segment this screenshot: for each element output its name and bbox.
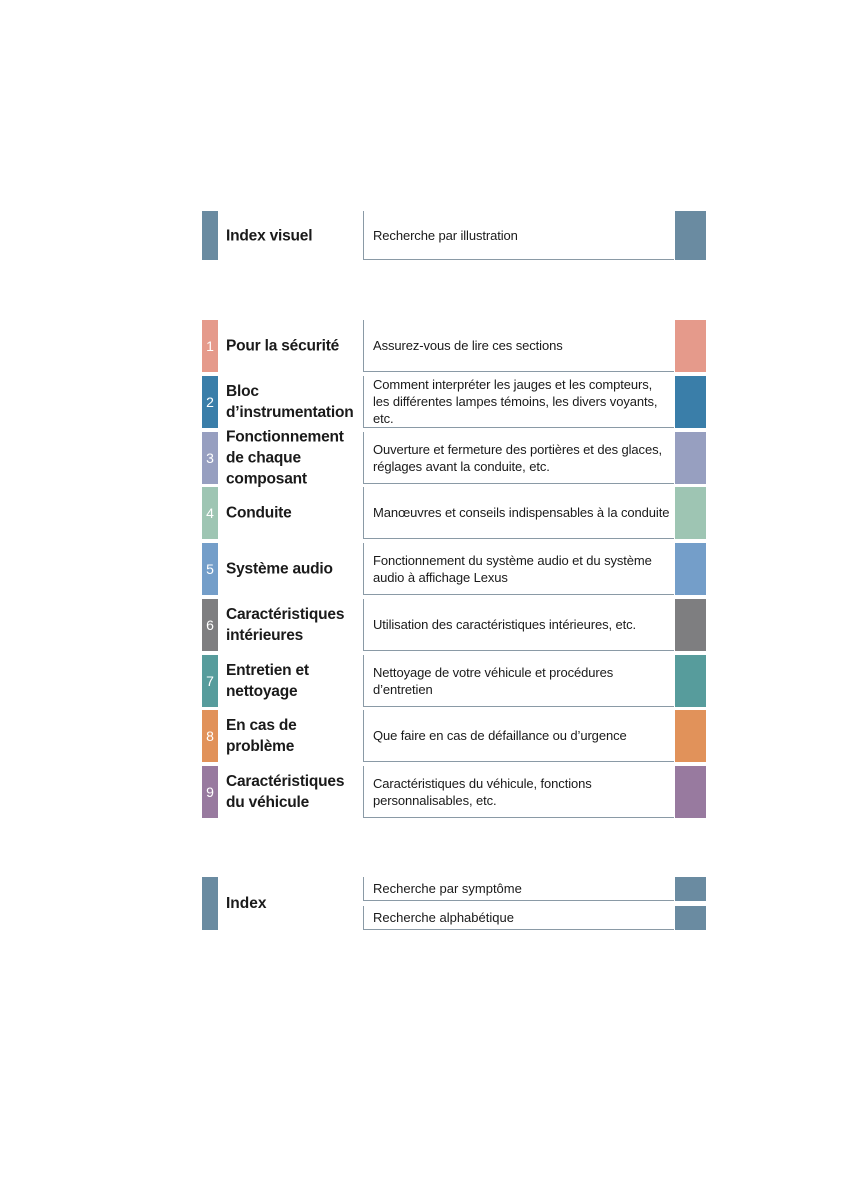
chapter-description[interactable]: Manœuvres et conseils indispensables à la conduite: [363, 487, 674, 539]
chapter-number: 5: [206, 561, 214, 577]
chapter-number: 3: [206, 450, 214, 466]
chapter-right-tab: [675, 710, 706, 762]
chapter-description[interactable]: Nettoyage de votre véhicule et procédures d’entretien: [363, 655, 674, 707]
chapter-right-tab: [675, 766, 706, 818]
chapter-number: 9: [206, 784, 214, 800]
chapter-row[interactable]: [202, 428, 706, 488]
index-tab: [202, 877, 218, 930]
chapter-right-tab: [675, 320, 706, 372]
chapter-description[interactable]: Ouverture et fermeture des portières et des glaces, réglages avant la conduite, etc.: [363, 432, 674, 484]
visual-index-tab: [202, 211, 218, 260]
chapter-number: 7: [206, 673, 214, 689]
index-symptom-search[interactable]: Recherche par symptôme: [363, 877, 674, 901]
chapter-title: Caractéristiques du véhicule: [226, 773, 345, 811]
chapter-row[interactable]: [202, 376, 706, 428]
visual-index-row[interactable]: [202, 211, 706, 260]
index-title: Index: [226, 894, 267, 912]
chapter-title: Système audio: [226, 560, 333, 578]
visual-index-right-tab: [675, 211, 706, 260]
chapter-description[interactable]: Assurez-vous de lire ces sections: [363, 320, 674, 372]
chapter-row[interactable]: [202, 766, 706, 818]
visual-index-description[interactable]: Recherche par illustration: [363, 211, 674, 260]
chapter-row[interactable]: [202, 543, 706, 595]
chapter-right-tab: [675, 432, 706, 484]
chapter-description[interactable]: Que faire en cas de défaillance ou d’urgence: [363, 710, 674, 762]
index-alphabetical-search[interactable]: Recherche alphabétique: [363, 906, 674, 930]
chapter-row[interactable]: [202, 487, 706, 539]
chapter-description[interactable]: Caractéristiques du véhicule, fonctions personnalisables, etc.: [363, 766, 674, 818]
index-alphabetical-right-tab: [675, 906, 706, 930]
chapter-number: 1: [206, 338, 214, 354]
chapter-description[interactable]: Comment interpréter les jauges et les compteurs, les différentes lampes témoins, les divers voyants, etc.: [363, 376, 674, 428]
chapter-description[interactable]: Utilisation des caractéristiques intérieures, etc.: [363, 599, 674, 651]
chapter-description[interactable]: Fonctionnement du système audio et du système audio à affichage Lexus: [363, 543, 674, 595]
chapter-number: 4: [206, 505, 214, 521]
chapter-title: Conduite: [226, 504, 292, 522]
chapter-number: 8: [206, 728, 214, 744]
chapter-title: Bloc d’instrumentation: [226, 383, 354, 421]
chapter-right-tab: [675, 543, 706, 595]
chapter-row[interactable]: [202, 655, 706, 707]
chapter-row[interactable]: [202, 320, 706, 372]
chapter-right-tab: [675, 487, 706, 539]
chapter-title: Fonctionnement de chaque composant: [226, 428, 344, 488]
chapter-row[interactable]: [202, 599, 706, 651]
chapter-number: 6: [206, 617, 214, 633]
chapter-title: En cas de problème: [226, 717, 297, 755]
chapter-number: 2: [206, 394, 214, 410]
index-symptom-right-tab: [675, 877, 706, 901]
chapter-right-tab: [675, 599, 706, 651]
chapter-row[interactable]: [202, 710, 706, 762]
chapter-right-tab: [675, 376, 706, 428]
visual-index-title: Index visuel: [226, 227, 313, 244]
chapter-title: Pour la sécurité: [226, 337, 340, 355]
chapter-right-tab: [675, 655, 706, 707]
chapter-title: Caractéristiques intérieures: [226, 606, 345, 644]
chapter-title: Entretien et nettoyage: [226, 662, 309, 700]
